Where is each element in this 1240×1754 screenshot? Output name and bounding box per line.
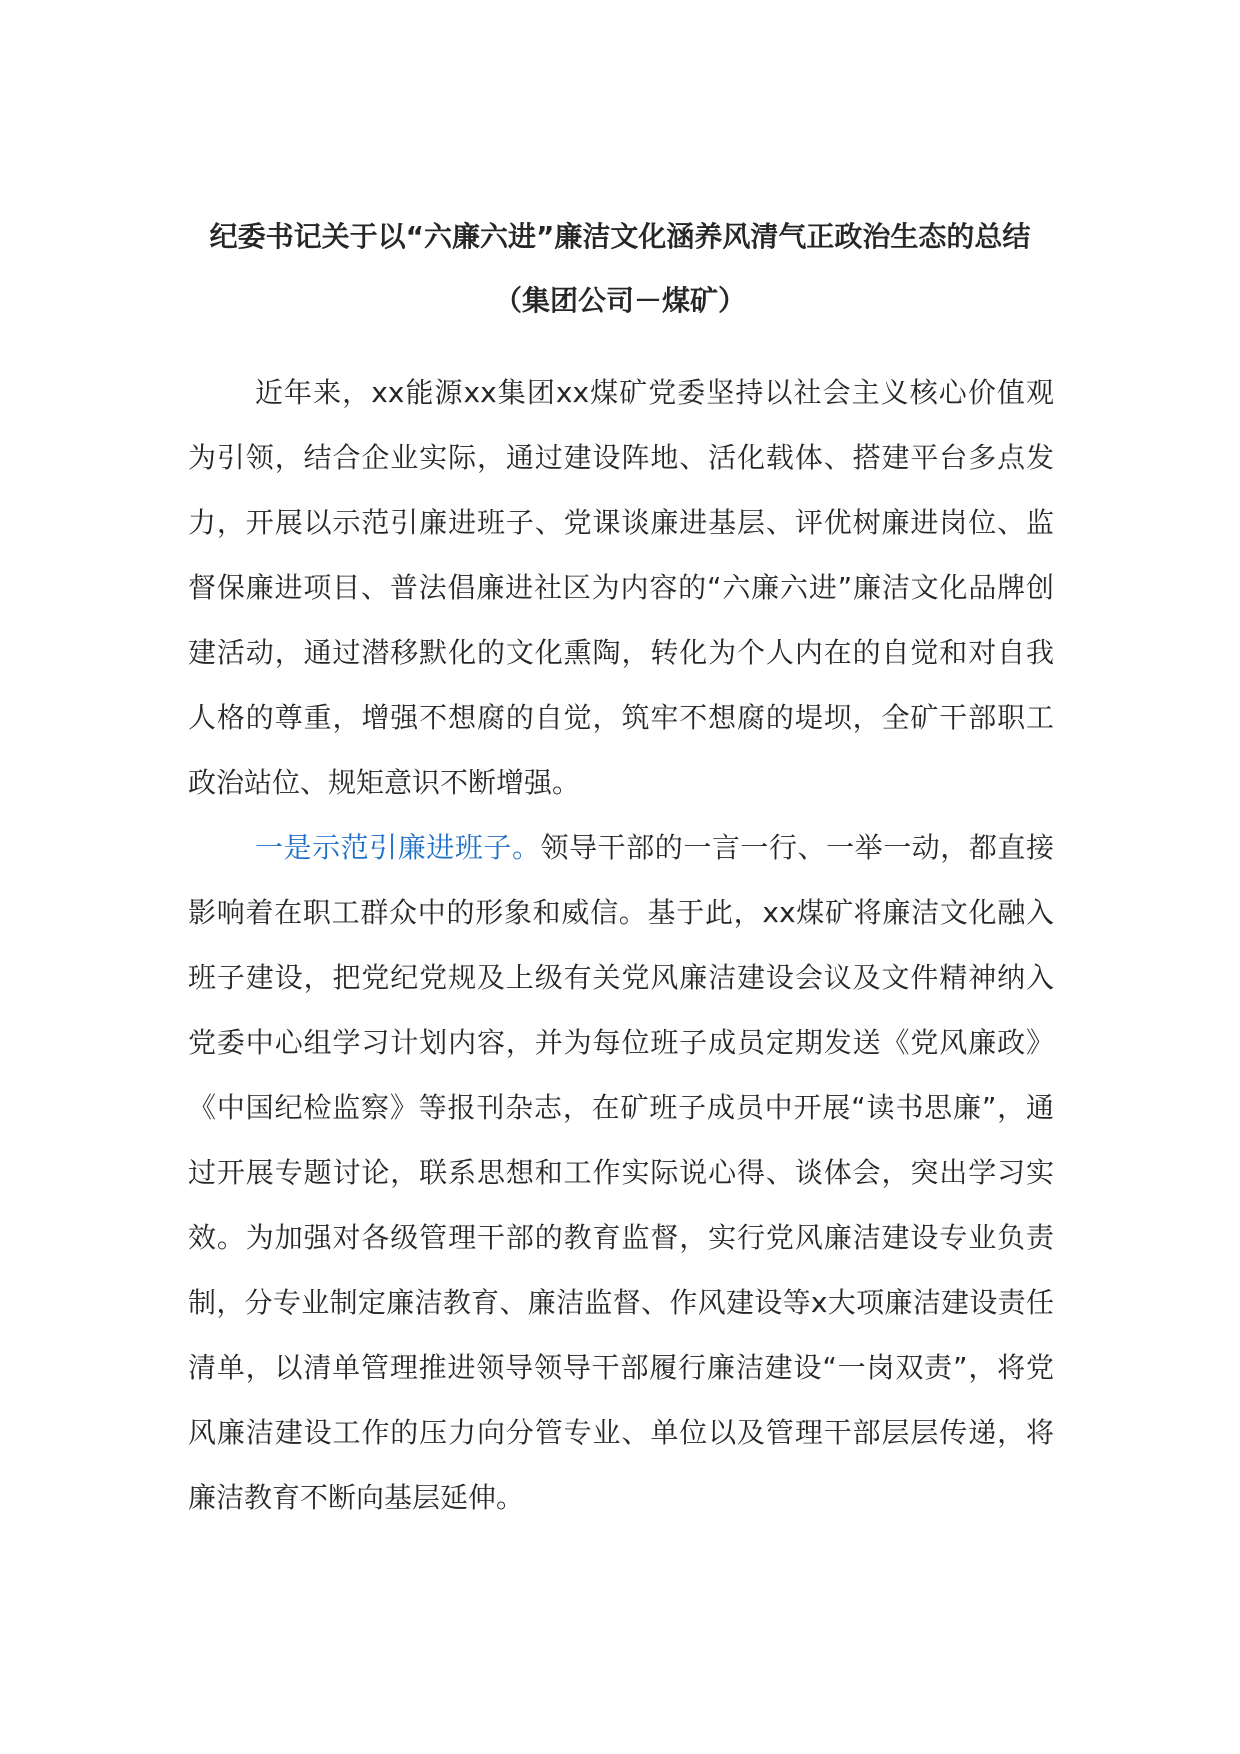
- document-title: 纪委书记关于以“六廉六进”廉洁文化涵养风清气正政治生态的总结（集团公司－煤矿）: [209, 220, 1031, 317]
- section-one-heading: 一是示范引廉进班子。: [255, 831, 541, 864]
- paragraph-intro: [188, 360, 1054, 815]
- paragraph-section-one: [188, 815, 1054, 1530]
- paragraph-intro-text: 近年来，xx能源xx集团xx煤矿党委坚持以社会主义核心价值观为引领，结合企业实际，通过建设阵地、活化载体、搭建平台多点发力，开展以示范引廉进班子、党课谈廉进基层、评优树廉进岗位、监督保廉进项目、普法倡廉进社区为内容的“六廉六进”廉洁文化品牌创建活动，通过潜移默化的文化熏陶，转化为个人内在的自觉和对自我人格的尊重，增强不想腐的自觉，筑牢不想腐的堤坝，全矿干部职工政治站位、规矩意识不断增强。: [188, 376, 1054, 799]
- paragraph-section-one-text: 领导干部的一言一行、一举一动，都直接影响着在职工群众中的形象和威信。基于此，xx煤矿将廉洁文化融入班子建设，把党纪党规及上级有关党风廉洁建设会议及文件精神纳入党委中心组学习计划内容，并为每位班子成员定期发送《党风廉政》《中国纪检监察》等报刊杂志，在矿班子成员中开展“读书思廉”，通过开展专题讨论，联系思想和工作实际说心得、谈体会，突出学习实效。为加强对各级管理干部的教育监督，实行党风廉洁建设专业负责制，分专业制定廉洁教育、廉洁监督、作风建设等x大项廉洁建设责任清单，以清单管理推进领导领导干部履行廉洁建设“一岗双责”，将党风廉洁建设工作的压力向分管专业、单位以及管理干部层层传递，将廉洁教育不断向基层延伸。: [188, 831, 1054, 1514]
